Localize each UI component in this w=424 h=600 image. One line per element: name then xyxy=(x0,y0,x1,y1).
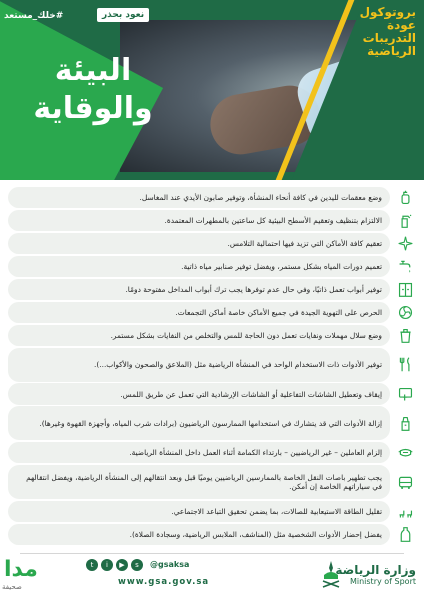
guideline-text: تقليل الطاقة الاستيعابية للصالات، بما يضمن تحقيق التباعد الاجتماعي. xyxy=(171,506,382,516)
personal-bottle-icon xyxy=(394,524,416,545)
touch-screen-icon xyxy=(394,384,416,405)
trash-bin-icon xyxy=(394,325,416,346)
guideline-pill xyxy=(8,233,390,254)
guideline-pill xyxy=(8,348,390,382)
guideline-pill xyxy=(8,383,390,404)
protocol-heading xyxy=(326,6,416,58)
hashtag-text: #خلك_مستعد xyxy=(4,11,64,21)
cleaning-spray-icon xyxy=(394,210,416,231)
newspaper-logo-mark: مدا xyxy=(4,557,38,582)
guideline-item xyxy=(8,524,416,545)
bus-icon xyxy=(394,472,416,493)
footer-divider xyxy=(20,553,404,554)
guideline-text: وضع سلال مهملات ونفايات تعمل دون الحاجة للمس والتخلص من النفايات بشكل مستمر. xyxy=(110,331,382,341)
guidelines-list xyxy=(8,187,416,547)
instagram-icon[interactable]: i xyxy=(101,559,113,571)
guideline-text: إيقاف وتعطيل الشاشات التفاعلية أو الشاشات الإرشادية التي تعمل عن طريق اللمس. xyxy=(120,389,382,399)
guideline-item xyxy=(8,233,416,254)
guideline-text: الحرص على التهوية الجيدة في جميع الأماكن خاصة أماكن التجمعات. xyxy=(175,308,382,318)
automatic-door-icon xyxy=(394,279,416,300)
guideline-pill xyxy=(8,465,390,499)
guideline-item xyxy=(8,465,416,499)
guideline-text: تعميم دورات المياه بشكل مستمر، ويفضل توفير صنابير مياه ذاتية. xyxy=(181,262,382,272)
guideline-pill xyxy=(8,325,390,346)
header-banner xyxy=(0,0,424,180)
guideline-item xyxy=(8,210,416,231)
guideline-pill xyxy=(8,501,390,522)
guideline-item xyxy=(8,325,416,346)
protocol-line: بروتوكول xyxy=(359,5,416,19)
title-line-1: البيئة xyxy=(54,53,132,88)
newspaper-logo xyxy=(0,557,46,600)
guideline-text: إلزام العاملين – غير الرياضيين – بارتداء الكمامة أثناء العمل داخل المنشأة الرياضية. xyxy=(129,448,382,458)
social-icons xyxy=(86,559,143,571)
snapchat-icon[interactable]: s xyxy=(131,559,143,571)
campaign-badge: نعود بحذر xyxy=(97,8,149,22)
protocol-line: عودة xyxy=(387,18,416,32)
newspaper-logo-sub: صحيفة xyxy=(2,583,22,591)
guideline-item xyxy=(8,348,416,382)
guideline-text: يجب تطهير باصات النقل الخاصة بالممارسين الرياضيين يوميًا قبل وبعد انتقالهم إلى المنشأة الرياضية، ويفضل انتقالهم في سياراتهم الخاصة إن أمكن. xyxy=(26,473,382,492)
twitter-icon[interactable]: t xyxy=(86,559,98,571)
protocol-line: التدريبات xyxy=(362,31,416,45)
guideline-pill xyxy=(8,279,390,300)
page-title xyxy=(18,52,168,128)
guideline-text: وضع معقمات لليدين في كافة أنحاء المنشأة، وتوفير صابون الأيدي عند المغاسل. xyxy=(139,193,382,203)
water-tap-icon xyxy=(394,256,416,277)
guideline-item xyxy=(8,187,416,208)
guideline-item xyxy=(8,406,416,440)
guideline-text: توفير أبواب تعمل ذاتيًا، وفي حال عدم توفرها يجب ترك أبواب المداخل مفتوحة دومًا. xyxy=(125,285,382,295)
guideline-item xyxy=(8,256,416,277)
title-line-2: والوقاية xyxy=(33,91,153,126)
face-mask-icon xyxy=(394,442,416,463)
ministry-name-en: Ministry of Sport xyxy=(349,577,416,586)
guideline-item xyxy=(8,279,416,300)
guideline-item xyxy=(8,501,416,522)
seating-distance-icon xyxy=(394,501,416,522)
protocol-line: الرياضية xyxy=(367,44,416,58)
guideline-pill xyxy=(8,210,390,231)
sanitize-sparkle-icon xyxy=(394,233,416,254)
social-handle[interactable]: @gsaksa xyxy=(150,560,190,569)
guideline-pill xyxy=(8,187,390,208)
guideline-pill xyxy=(8,524,390,545)
guideline-text: تعقيم كافة الأماكن التي تزيد فيها احتمالية التلامس. xyxy=(227,239,382,249)
guideline-pill xyxy=(8,442,390,463)
ministry-name-ar: وزارة الرياضة xyxy=(335,563,416,577)
guideline-item xyxy=(8,383,416,404)
footer xyxy=(0,549,424,600)
guideline-pill xyxy=(8,302,390,323)
ministry-logo xyxy=(335,563,416,586)
guideline-text: الالتزام بتنظيف وتعقيم الأسطح البيئية كل ساعتين بالمطهرات المعتمدة. xyxy=(164,216,382,226)
cutlery-icon xyxy=(394,354,416,375)
guideline-item xyxy=(8,302,416,323)
guideline-pill xyxy=(8,406,390,440)
guideline-text: توفير الأدوات ذات الاستخدام الواحد في المنشأة الرياضية مثل (الملاعق والصحون والأكواب...). xyxy=(94,360,382,370)
website-link[interactable]: www.gsa.gov.sa xyxy=(118,577,210,587)
guideline-text: يفضل إحضار الأدوات الشخصية مثل (المناشف، الملابس الرياضية، وسجادة الصلاة). xyxy=(129,529,382,539)
ventilation-fan-icon xyxy=(394,302,416,323)
hand-sanitizer-icon xyxy=(394,187,416,208)
guideline-item xyxy=(8,442,416,463)
water-cooler-icon xyxy=(394,413,416,434)
youtube-icon[interactable]: ▶ xyxy=(116,559,128,571)
guideline-pill xyxy=(8,256,390,277)
guideline-text: إزالة الأدوات التي قد يتشارك في استخدامها الممارسون الرياضيون (برادات شرب المياه، وأجهزة القهوة وغيرها). xyxy=(39,418,382,428)
